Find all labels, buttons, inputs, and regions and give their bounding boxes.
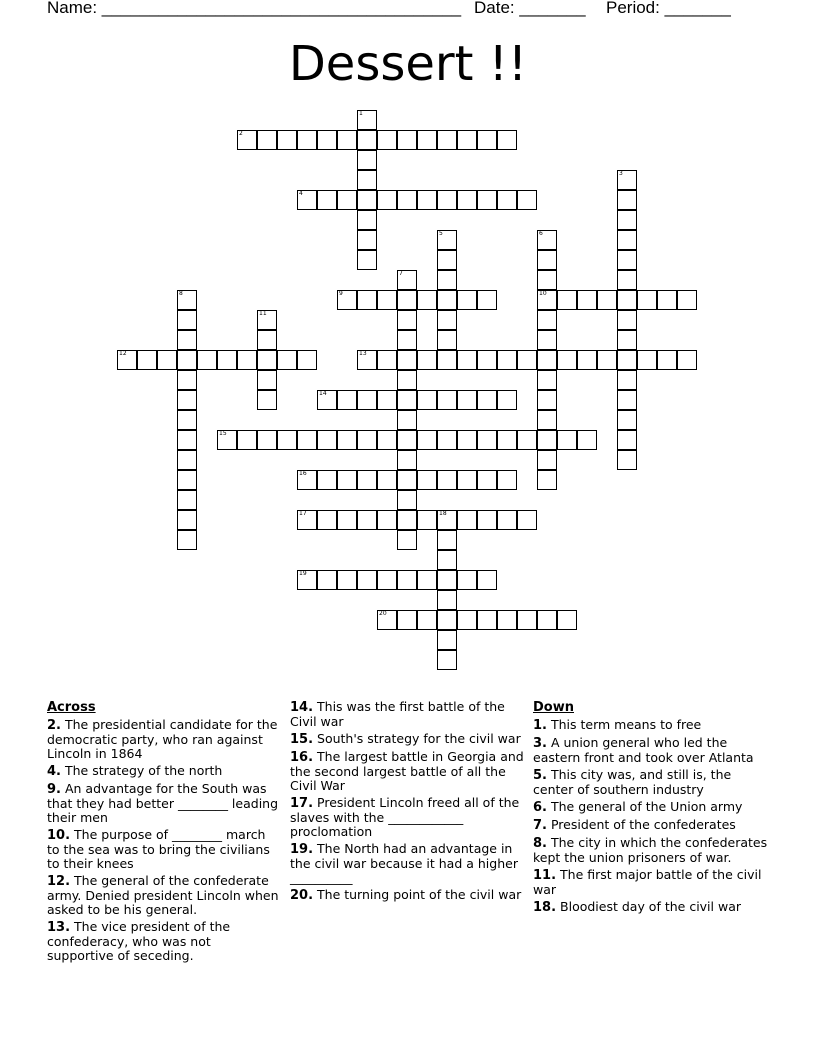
- crossword-cell[interactable]: [417, 610, 437, 630]
- crossword-cell[interactable]: [397, 190, 417, 210]
- crossword-cell[interactable]: [257, 330, 277, 350]
- crossword-cell[interactable]: [357, 430, 377, 450]
- clue-text: The purpose of ________ march to the sea was to bring the civilians to their knees: [47, 827, 270, 871]
- crossword-cell[interactable]: [537, 330, 557, 350]
- crossword-cell[interactable]: [437, 270, 457, 290]
- clue-number: 14: [319, 390, 327, 397]
- clue-number-label: 6.: [533, 800, 547, 815]
- crossword-cell[interactable]: [537, 410, 557, 430]
- crossword-cell[interactable]: [157, 350, 177, 370]
- crossword-cell[interactable]: [257, 350, 277, 370]
- crossword-cell[interactable]: [297, 470, 317, 490]
- crossword-cell[interactable]: [377, 290, 397, 310]
- crossword-cell[interactable]: [257, 430, 277, 450]
- crossword-cell[interactable]: [437, 330, 457, 350]
- crossword-cell[interactable]: [617, 250, 637, 270]
- crossword-cell[interactable]: [177, 450, 197, 470]
- clue-number-label: 8.: [533, 836, 547, 851]
- crossword-cell[interactable]: [417, 290, 437, 310]
- crossword-cell[interactable]: [377, 610, 397, 630]
- crossword-cell[interactable]: [437, 590, 457, 610]
- crossword-cell[interactable]: [617, 230, 637, 250]
- crossword-cell[interactable]: [337, 470, 357, 490]
- crossword-cell[interactable]: [497, 390, 517, 410]
- clue-across: [290, 796, 526, 839]
- crossword-cell[interactable]: [617, 370, 637, 390]
- crossword-cell[interactable]: [397, 530, 417, 550]
- clue-across: [47, 718, 279, 761]
- crossword-cell[interactable]: [417, 570, 437, 590]
- crossword-cell[interactable]: [437, 650, 457, 670]
- crossword-cell[interactable]: [397, 410, 417, 430]
- crossword-cell[interactable]: [537, 290, 557, 310]
- clue-number-label: 19.: [290, 842, 314, 857]
- crossword-cell[interactable]: [297, 430, 317, 450]
- clue-number-label: 17.: [290, 796, 314, 811]
- crossword-cell[interactable]: [197, 350, 217, 370]
- crossword-cell[interactable]: [337, 190, 357, 210]
- crossword-cell[interactable]: [437, 350, 457, 370]
- crossword-cell[interactable]: [457, 290, 477, 310]
- crossword-cell[interactable]: [177, 330, 197, 350]
- crossword-cell[interactable]: [357, 190, 377, 210]
- crossword-cell[interactable]: [617, 270, 637, 290]
- crossword-cell[interactable]: [177, 350, 197, 370]
- crossword-cell[interactable]: [577, 290, 597, 310]
- clue-down: [533, 836, 773, 865]
- clue-number: 16: [299, 470, 307, 477]
- crossword-cell[interactable]: [537, 350, 557, 370]
- crossword-cell[interactable]: [617, 310, 637, 330]
- crossword-cell[interactable]: [377, 510, 397, 530]
- clue-number-label: 9.: [47, 782, 61, 797]
- clue-across: [47, 920, 279, 963]
- crossword-cell[interactable]: [537, 450, 557, 470]
- clue-text: President Lincoln freed all of the slaves with the ____________ proclomation: [290, 795, 520, 839]
- date-field[interactable]: Date: _______: [474, 0, 586, 17]
- clue-down: [533, 868, 773, 897]
- clue-number: 4: [299, 190, 303, 197]
- crossword-cell[interactable]: [537, 310, 557, 330]
- crossword-cell[interactable]: [177, 530, 197, 550]
- crossword-cell[interactable]: [397, 350, 417, 370]
- crossword-cell[interactable]: [437, 430, 457, 450]
- crossword-cell[interactable]: [397, 570, 417, 590]
- clue-text: The city in which the confederates kept the union prisoners of war.: [533, 835, 768, 865]
- crossword-cell[interactable]: [417, 390, 437, 410]
- crossword-cell[interactable]: [337, 390, 357, 410]
- crossword-cell[interactable]: [237, 350, 257, 370]
- crossword-cell[interactable]: [357, 510, 377, 530]
- crossword-cell[interactable]: [457, 610, 477, 630]
- crossword-cell[interactable]: [497, 190, 517, 210]
- clue-number: 2: [239, 130, 243, 137]
- crossword-cell[interactable]: [397, 370, 417, 390]
- crossword-cell[interactable]: [397, 130, 417, 150]
- clue-number: 20: [379, 610, 387, 617]
- crossword-cell[interactable]: [257, 130, 277, 150]
- crossword-cell[interactable]: [177, 310, 197, 330]
- crossword-cell[interactable]: [437, 130, 457, 150]
- crossword-cell[interactable]: [557, 610, 577, 630]
- down-heading: Down: [533, 700, 574, 715]
- crossword-cell[interactable]: [337, 430, 357, 450]
- crossword-cell[interactable]: [617, 290, 637, 310]
- crossword-cell[interactable]: [457, 470, 477, 490]
- clue-number: 12: [119, 350, 127, 357]
- clue-text: The presidential candidate for the democratic party, who ran against Lincoln in 1864: [47, 717, 278, 761]
- crossword-cell[interactable]: [337, 510, 357, 530]
- crossword-cell[interactable]: [417, 510, 437, 530]
- clue-across: [47, 828, 279, 871]
- crossword-cell[interactable]: [337, 570, 357, 590]
- crossword-cell[interactable]: [617, 430, 637, 450]
- clue-number: 17: [299, 510, 307, 517]
- crossword-cell[interactable]: [377, 190, 397, 210]
- crossword-cell[interactable]: [177, 410, 197, 430]
- crossword-cell[interactable]: [317, 130, 337, 150]
- clue-text: The North had an advantage in the civil war because it had a higher __________: [290, 841, 518, 885]
- clue-number: 13: [359, 350, 367, 357]
- clue-down: [533, 718, 773, 733]
- clue-across: [47, 874, 279, 917]
- page-title: Dessert !!: [288, 36, 528, 92]
- clue-number-label: 18.: [533, 900, 557, 915]
- crossword-cell[interactable]: [357, 470, 377, 490]
- clue-number-label: 1.: [533, 718, 547, 733]
- clue-across: [290, 842, 526, 885]
- across-heading: Across: [47, 700, 96, 715]
- crossword-cell[interactable]: [557, 290, 577, 310]
- clue-text: The vice president of the confederacy, who was not supportive of seceding.: [47, 919, 231, 963]
- clue-text: The strategy of the north: [64, 763, 223, 778]
- crossword-cell[interactable]: [497, 510, 517, 530]
- clue-text: The largest battle in Georgia and the second largest battle of all the Civil War: [290, 749, 524, 793]
- crossword-cell[interactable]: [437, 390, 457, 410]
- crossword-cell[interactable]: [537, 610, 557, 630]
- crossword-cell[interactable]: [177, 290, 197, 310]
- clue-text: The turning point of the civil war: [317, 887, 522, 902]
- crossword-cell[interactable]: [117, 350, 137, 370]
- clue-text: South's strategy for the civil war: [317, 731, 521, 746]
- crossword-cell[interactable]: [237, 130, 257, 150]
- name-field[interactable]: Name: ______________________________________: [47, 0, 462, 17]
- crossword-cell[interactable]: [577, 430, 597, 450]
- clue-number: 18: [439, 510, 447, 517]
- clue-number: 19: [299, 570, 307, 577]
- crossword-cell[interactable]: [297, 570, 317, 590]
- clue-number: 11: [259, 310, 267, 317]
- clue-number: 10: [539, 290, 547, 297]
- crossword-cell[interactable]: [477, 510, 497, 530]
- crossword-cell[interactable]: [377, 570, 397, 590]
- clue-text: This city was, and still is, the center of southern industry: [533, 767, 732, 797]
- crossword-cell[interactable]: [417, 470, 437, 490]
- crossword-cell[interactable]: [537, 390, 557, 410]
- clue-number: 9: [339, 290, 343, 297]
- crossword-cell[interactable]: [577, 350, 597, 370]
- crossword-cell[interactable]: [437, 190, 457, 210]
- crossword-cell[interactable]: [477, 130, 497, 150]
- crossword-cell[interactable]: [297, 190, 317, 210]
- crossword-cell[interactable]: [477, 290, 497, 310]
- crossword-cell[interactable]: [457, 190, 477, 210]
- crossword-cell[interactable]: [477, 350, 497, 370]
- crossword-cell[interactable]: [677, 290, 697, 310]
- clue-text: President of the confederates: [550, 817, 736, 832]
- crossword-cell[interactable]: [637, 350, 657, 370]
- crossword-cell[interactable]: [397, 310, 417, 330]
- crossword-cell[interactable]: [397, 270, 417, 290]
- crossword-cell[interactable]: [257, 370, 277, 390]
- crossword-cell[interactable]: [517, 430, 537, 450]
- crossword-cell[interactable]: [237, 430, 257, 450]
- crossword-cell[interactable]: [177, 510, 197, 530]
- crossword-cell[interactable]: [377, 130, 397, 150]
- clue-down: [533, 800, 773, 815]
- crossword-cell[interactable]: [277, 130, 297, 150]
- crossword-cell[interactable]: [357, 390, 377, 410]
- crossword-cell[interactable]: [417, 430, 437, 450]
- crossword-cell[interactable]: [397, 470, 417, 490]
- crossword-cell[interactable]: [457, 570, 477, 590]
- crossword-cell[interactable]: [397, 290, 417, 310]
- crossword-cell[interactable]: [497, 610, 517, 630]
- crossword-cell[interactable]: [397, 610, 417, 630]
- crossword-cell[interactable]: [617, 410, 637, 430]
- crossword-cell[interactable]: [177, 430, 197, 450]
- crossword-cell[interactable]: [377, 470, 397, 490]
- clue-text: The first major battle of the civil war: [533, 867, 762, 897]
- crossword-cell[interactable]: [137, 350, 157, 370]
- crossword-cell[interactable]: [357, 250, 377, 270]
- clue-number-label: 11.: [533, 868, 557, 883]
- crossword-cell[interactable]: [217, 430, 237, 450]
- crossword-cell[interactable]: [617, 350, 637, 370]
- crossword-cell[interactable]: [397, 330, 417, 350]
- crossword-cell[interactable]: [537, 430, 557, 450]
- crossword-cell[interactable]: [297, 510, 317, 530]
- clue-number: 6: [539, 230, 543, 237]
- crossword-cell[interactable]: [357, 150, 377, 170]
- crossword-cell[interactable]: [397, 430, 417, 450]
- crossword-cell[interactable]: [437, 630, 457, 650]
- clue-text: The general of the confederate army. Denied president Lincoln when asked to be his general.: [47, 873, 279, 917]
- crossword-cell[interactable]: [497, 430, 517, 450]
- period-field[interactable]: Period: _______: [606, 0, 731, 17]
- crossword-cell[interactable]: [657, 290, 677, 310]
- clue-number-label: 10.: [47, 828, 71, 843]
- crossword-cell[interactable]: [357, 110, 377, 130]
- crossword-cell[interactable]: [437, 290, 457, 310]
- clue-text: This was the first battle of the Civil war: [290, 699, 505, 729]
- clue-down: [533, 818, 773, 833]
- crossword-cell[interactable]: [297, 130, 317, 150]
- crossword-cell[interactable]: [537, 370, 557, 390]
- crossword-cell[interactable]: [437, 230, 457, 250]
- crossword-cell[interactable]: [277, 430, 297, 450]
- crossword-cell[interactable]: [317, 470, 337, 490]
- crossword-cell[interactable]: [437, 470, 457, 490]
- clue-number: 8: [179, 290, 183, 297]
- crossword-cell[interactable]: [457, 350, 477, 370]
- crossword-cell[interactable]: [477, 190, 497, 210]
- clue-number-label: 12.: [47, 874, 71, 889]
- clue-number: 5: [439, 230, 443, 237]
- clue-number: 7: [399, 270, 403, 277]
- crossword-cell[interactable]: [597, 290, 617, 310]
- crossword-cell[interactable]: [517, 190, 537, 210]
- crossword-cell[interactable]: [477, 570, 497, 590]
- crossword-cell[interactable]: [177, 490, 197, 510]
- crossword-cell[interactable]: [217, 350, 237, 370]
- crossword-cell[interactable]: [617, 330, 637, 350]
- across-clues: [47, 700, 279, 966]
- crossword-cell[interactable]: [357, 290, 377, 310]
- crossword-cell[interactable]: [377, 430, 397, 450]
- clue-number-label: 4.: [47, 764, 61, 779]
- clue-number-label: 7.: [533, 818, 547, 833]
- crossword-cell[interactable]: [457, 390, 477, 410]
- crossword-cell[interactable]: [177, 470, 197, 490]
- crossword-cell[interactable]: [317, 510, 337, 530]
- crossword-cell[interactable]: [337, 130, 357, 150]
- crossword-cell[interactable]: [657, 350, 677, 370]
- crossword-cell[interactable]: [537, 470, 557, 490]
- crossword-cell[interactable]: [477, 390, 497, 410]
- crossword-cell[interactable]: [357, 210, 377, 230]
- crossword-cell[interactable]: [437, 530, 457, 550]
- crossword-cell[interactable]: [537, 250, 557, 270]
- clue-number-label: 13.: [47, 920, 71, 935]
- crossword-cell[interactable]: [437, 510, 457, 530]
- clue-number: 3: [619, 170, 623, 177]
- clue-across: [47, 782, 279, 825]
- crossword-cell[interactable]: [177, 370, 197, 390]
- crossword-cell[interactable]: [357, 130, 377, 150]
- clue-text: The general of the Union army: [550, 799, 743, 814]
- crossword-cell[interactable]: [477, 430, 497, 450]
- crossword-cell[interactable]: [257, 310, 277, 330]
- crossword-cell[interactable]: [257, 390, 277, 410]
- clue-down: [533, 768, 773, 797]
- crossword-cell[interactable]: [177, 390, 197, 410]
- crossword-cell[interactable]: [537, 230, 557, 250]
- clue-text: This term means to free: [550, 717, 702, 732]
- crossword-cell[interactable]: [397, 450, 417, 470]
- crossword-cell[interactable]: [677, 350, 697, 370]
- crossword-cell[interactable]: [277, 350, 297, 370]
- crossword-cell[interactable]: [437, 250, 457, 270]
- crossword-cell[interactable]: [397, 510, 417, 530]
- clue-number-label: 5.: [533, 768, 547, 783]
- crossword-cell[interactable]: [417, 130, 437, 150]
- clue-number-label: 16.: [290, 750, 314, 765]
- crossword-cell[interactable]: [317, 390, 337, 410]
- crossword-cell[interactable]: [457, 510, 477, 530]
- crossword-cell[interactable]: [517, 350, 537, 370]
- crossword-cell[interactable]: [357, 350, 377, 370]
- crossword-cell[interactable]: [517, 510, 537, 530]
- crossword-cell[interactable]: [397, 490, 417, 510]
- clue-across: [290, 750, 526, 793]
- crossword-cell[interactable]: [617, 450, 637, 470]
- down-clues: [533, 700, 773, 918]
- clue-number: 15: [219, 430, 227, 437]
- clue-number-label: 2.: [47, 718, 61, 733]
- crossword-cell[interactable]: [557, 350, 577, 370]
- crossword-cell[interactable]: [497, 350, 517, 370]
- clue-number-label: 3.: [533, 736, 547, 751]
- crossword-cell[interactable]: [497, 130, 517, 150]
- crossword-cell[interactable]: [497, 470, 517, 490]
- crossword-cell[interactable]: [637, 290, 657, 310]
- crossword-cell[interactable]: [557, 430, 577, 450]
- crossword-cell[interactable]: [377, 390, 397, 410]
- crossword-cell[interactable]: [317, 190, 337, 210]
- crossword-cell[interactable]: [437, 570, 457, 590]
- across-clues-continued: [290, 700, 526, 906]
- clue-text: A union general who led the eastern front and took over Atlanta: [533, 735, 754, 765]
- clue-across: [290, 888, 526, 903]
- crossword-cell[interactable]: [617, 390, 637, 410]
- crossword-cell[interactable]: [437, 610, 457, 630]
- clue-number-label: 14.: [290, 700, 314, 715]
- crossword-cell[interactable]: [357, 570, 377, 590]
- crossword-cell[interactable]: [337, 290, 357, 310]
- crossword-cell[interactable]: [317, 430, 337, 450]
- clue-text: Bloodiest day of the civil war: [560, 899, 742, 914]
- clue-across: [290, 700, 526, 729]
- crossword-cell[interactable]: [477, 470, 497, 490]
- crossword-cell[interactable]: [597, 350, 617, 370]
- clue-number: 1: [359, 110, 363, 117]
- crossword-cell[interactable]: [457, 130, 477, 150]
- clue-across: [290, 732, 526, 747]
- crossword-cell[interactable]: [457, 430, 477, 450]
- crossword-cell[interactable]: [477, 610, 497, 630]
- crossword-cell[interactable]: [377, 350, 397, 370]
- crossword-cell[interactable]: [417, 190, 437, 210]
- crossword-cell[interactable]: [617, 170, 637, 190]
- crossword-cell[interactable]: [517, 610, 537, 630]
- crossword-cell[interactable]: [397, 390, 417, 410]
- clue-number-label: 20.: [290, 888, 314, 903]
- crossword-cell[interactable]: [617, 210, 637, 230]
- clue-across: [47, 764, 279, 779]
- clue-text: An advantage for the South was that they had better ________ leading their men: [47, 781, 279, 825]
- crossword-cell[interactable]: [297, 350, 317, 370]
- crossword-cell[interactable]: [437, 550, 457, 570]
- crossword-cell[interactable]: [437, 310, 457, 330]
- clue-down: [533, 736, 773, 765]
- crossword-cell[interactable]: [617, 190, 637, 210]
- crossword-cell[interactable]: [357, 230, 377, 250]
- crossword-cell[interactable]: [357, 170, 377, 190]
- crossword-cell[interactable]: [537, 270, 557, 290]
- clue-down: [533, 900, 773, 915]
- clue-number-label: 15.: [290, 732, 314, 747]
- crossword-cell[interactable]: [417, 350, 437, 370]
- crossword-cell[interactable]: [317, 570, 337, 590]
